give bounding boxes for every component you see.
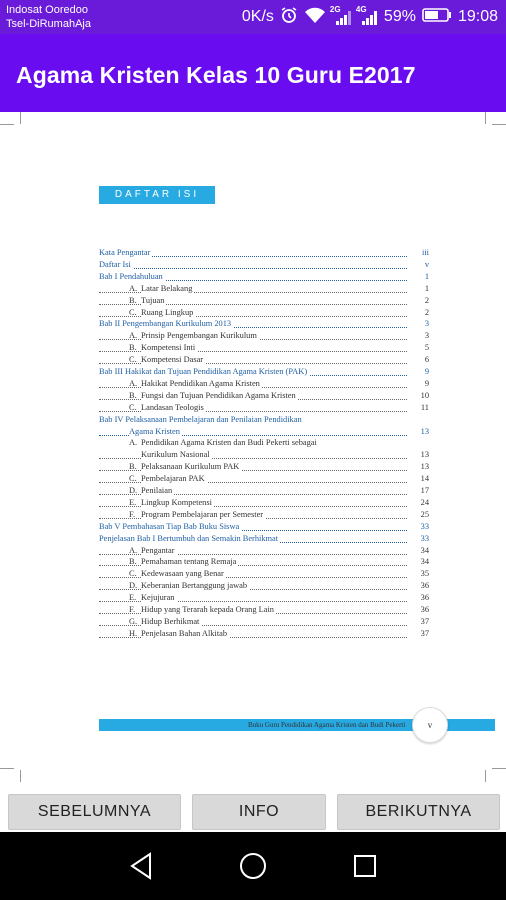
toc-page-number: 34: [407, 557, 429, 566]
toc-page-number: 25: [407, 510, 429, 519]
toc-letter: E.: [129, 593, 137, 603]
toc-row: [99, 462, 429, 474]
toc-letter: H.: [129, 628, 138, 638]
toc-label: Bab II Pengembangan Kurikulum 2013: [99, 319, 232, 329]
toc-leader-dots: [99, 268, 407, 269]
toc-letter: B.: [129, 390, 137, 400]
toc-label: Kejujuran: [141, 593, 175, 603]
toc-row: [99, 557, 429, 569]
toc-row: [99, 438, 429, 450]
crop-mark: [485, 770, 486, 782]
crop-mark: [492, 768, 506, 769]
toc-letter: E.: [129, 497, 137, 507]
toc-row: [99, 593, 429, 605]
toc-page-number: 37: [407, 629, 429, 638]
toc-row: [99, 284, 429, 296]
carrier-line-1: Indosat Ooredoo: [6, 4, 88, 16]
toc-row: [99, 581, 429, 593]
toc-letter: B.: [129, 557, 137, 567]
toc-label: Pengantar: [141, 545, 175, 555]
toc-label: Bab IV Pelaksanaan Pembelajaran dan Penilaian Pendidikan: [99, 414, 302, 424]
toc-label: Pelaksanaan Kurikulum PAK: [141, 462, 240, 472]
carrier-info: [6, 3, 91, 31]
clock: 19:08: [457, 8, 498, 25]
toc-row: [99, 450, 429, 462]
toc-letter: F.: [129, 605, 136, 614]
toc-label: Penjelasan Bahan Alkitab: [141, 628, 228, 638]
crop-mark: [485, 112, 486, 124]
crop-mark: [0, 768, 14, 769]
network-speed: 0K/s: [241, 8, 274, 25]
toc-page-number: 24: [407, 498, 429, 507]
toc-label: Kata Pengantar: [99, 248, 151, 257]
page-number: v: [427, 720, 433, 730]
toc-page-number: 9: [407, 379, 429, 388]
toc-letter: D.: [129, 486, 138, 495]
toc-row: [99, 367, 429, 379]
toc-page-number: 10: [407, 391, 429, 400]
toc-row: [99, 486, 429, 498]
carrier-line-2: Tsel-DiRumahAja: [6, 18, 91, 30]
toc-label: Daftar Isi: [99, 259, 131, 269]
toc-row: [99, 474, 429, 486]
next-button[interactable]: BERIKUTNYA: [337, 794, 500, 830]
toc-row: [99, 498, 429, 510]
toc-page-number: 13: [407, 462, 429, 471]
toc-page-number: 2: [407, 296, 429, 305]
toc-letter: A.: [129, 545, 138, 555]
toc-row: [99, 546, 429, 558]
status-bar: [0, 0, 506, 34]
toc-page-number: 34: [407, 546, 429, 555]
toc-row: [99, 391, 429, 403]
toc-page-number: 1: [407, 272, 429, 281]
toc-row: [99, 355, 429, 367]
toc-row: [99, 308, 429, 320]
toc-page-number: 3: [407, 319, 429, 328]
toc-page-number: 33: [407, 534, 429, 543]
sim1-network-tag: 2G: [329, 5, 341, 14]
toc-row: [99, 534, 429, 546]
toc-letter: B.: [129, 343, 137, 353]
toc-letter: B.: [129, 462, 137, 472]
previous-button[interactable]: SEBELUMNYA: [8, 794, 181, 830]
signal-sim1-icon: [329, 5, 352, 25]
recents-icon[interactable]: [353, 854, 377, 883]
toc-page-number: 37: [407, 617, 429, 626]
toc-page-number: 13: [407, 450, 429, 459]
toc-label: Hidup Berhikmat: [141, 616, 200, 626]
toc-label: Tujuan: [141, 295, 165, 305]
toc-letter: A.: [129, 378, 138, 388]
button-bar: [0, 782, 506, 832]
toc-page-number: 3: [407, 331, 429, 340]
toc-letter: G.: [129, 616, 138, 626]
toc-page-number: 11: [407, 403, 429, 412]
app-title: Agama Kristen Kelas 10 Guru E2017: [16, 62, 416, 88]
page-footer-text: Buku Guru Pendidikan Agama Kristen dan Budi Pekerti: [248, 721, 406, 729]
crop-mark: [20, 112, 21, 124]
toc-row: [99, 522, 429, 534]
toc-label: Penjelasan Bab I Bertumbuh dan Semakin Berhikmat: [99, 533, 279, 543]
toc-label: Keberanian Bertanggung jawab: [141, 581, 248, 591]
toc-row: [99, 629, 429, 641]
toc-label: Penilaian: [141, 486, 173, 495]
toc-page-number: 35: [407, 569, 429, 578]
toc-row: [99, 569, 429, 581]
toc-label: Pembelajaran PAK: [141, 474, 205, 484]
toc-label: Prinsip Pengembangan Kurikulum: [141, 331, 257, 341]
toc-letter: C.: [129, 307, 137, 317]
toc-page-number: 2: [407, 308, 429, 317]
toc-row: [99, 319, 429, 331]
toc-row: [99, 403, 429, 415]
toc-label: Latar Belakang: [141, 283, 193, 293]
crop-mark: [20, 770, 21, 782]
toc-label: Kedewasaan yang Benar: [141, 569, 224, 579]
toc-row: [99, 296, 429, 308]
toc-label: Bab III Hakikat dan Tujuan Pendidikan Agama Kristen (PAK): [99, 367, 308, 376]
toc-label: Agama Kristen: [129, 426, 180, 436]
toc-row: [99, 260, 429, 272]
toc-page-number: 17: [407, 486, 429, 495]
crop-mark: [492, 124, 506, 125]
toc-page-number: 13: [407, 427, 429, 436]
battery-icon: [422, 8, 452, 27]
toc-page-number: 33: [407, 522, 429, 531]
toc-page-number: 1: [407, 284, 429, 293]
toc-label: Kompetensi Dasar: [141, 355, 204, 365]
toc-label: Kompetensi Inti: [141, 343, 196, 353]
toc-letter: A.: [129, 283, 138, 293]
toc-label: Program Pembelajaran per Semester: [141, 509, 264, 519]
wifi-icon: [304, 7, 326, 28]
home-icon[interactable]: [239, 852, 267, 885]
info-button[interactable]: INFO: [192, 794, 326, 830]
toc-row: [99, 427, 429, 439]
toc-label: Bab V Pembahasan Tiap Bab Buku Siswa: [99, 521, 240, 531]
toc-letter: D.: [129, 581, 138, 591]
navigation-bar: [0, 832, 506, 900]
toc-letter: C.: [129, 402, 137, 412]
back-icon[interactable]: [128, 852, 154, 885]
toc-label: Pendidikan Agama Kristen dan Budi Pekerti sebagai: [141, 438, 317, 448]
toc-page-number: 9: [407, 367, 429, 376]
page-number-badge: [412, 707, 448, 743]
alarm-icon: [280, 6, 298, 29]
toc-page-number: 36: [407, 593, 429, 602]
toc-letter: F.: [129, 509, 136, 519]
toc-row: [99, 272, 429, 284]
signal-sim2-icon: [355, 5, 378, 25]
toc-label: Hidup yang Terarah kepada Orang Lain: [141, 605, 274, 614]
toc-page-number: 5: [407, 343, 429, 352]
toc-label: Kurikulum Nasional: [141, 450, 210, 460]
toc-row: [99, 248, 429, 260]
sim2-network-tag: 4G: [355, 5, 367, 14]
section-header: DAFTAR ISI: [99, 186, 215, 204]
toc-page-number: 6: [407, 355, 429, 364]
toc-letter: A.: [129, 331, 138, 341]
toc-row: [99, 331, 429, 343]
toc-letter: A.: [129, 438, 138, 448]
toc-row: [99, 605, 429, 617]
toc-page-number: 14: [407, 474, 429, 483]
toc-letter: B.: [129, 295, 137, 305]
toc-page-number: 36: [407, 581, 429, 590]
app-bar: [0, 34, 506, 112]
crop-mark: [0, 124, 14, 125]
toc-page-number: 36: [407, 605, 429, 614]
toc-letter: C.: [129, 355, 137, 365]
toc-row: [99, 343, 429, 355]
battery-percent: 59%: [383, 8, 416, 25]
toc-row: [99, 510, 429, 522]
toc-label: Pemahaman tentang Remaja: [141, 557, 237, 567]
toc-label: Lingkup Kompetensi: [141, 497, 212, 507]
toc-label: Landasan Teologis: [141, 402, 204, 412]
toc-page-number: v: [407, 260, 429, 269]
toc-label: Hakikat Pendidikan Agama Kristen: [141, 378, 260, 388]
toc-letter: C.: [129, 569, 137, 579]
toc-letter: C.: [129, 474, 137, 484]
toc-label: Bab I Pendahuluan: [99, 271, 163, 281]
toc-page-number: iii: [407, 248, 429, 257]
toc-row: [99, 617, 429, 629]
toc-row: [99, 415, 429, 427]
toc-label: Ruang Lingkup: [141, 307, 194, 317]
status-icons: [242, 5, 498, 29]
toc-row: [99, 379, 429, 391]
toc-label: Fungsi dan Tujuan Pendidikan Agama Kristen: [141, 390, 296, 400]
